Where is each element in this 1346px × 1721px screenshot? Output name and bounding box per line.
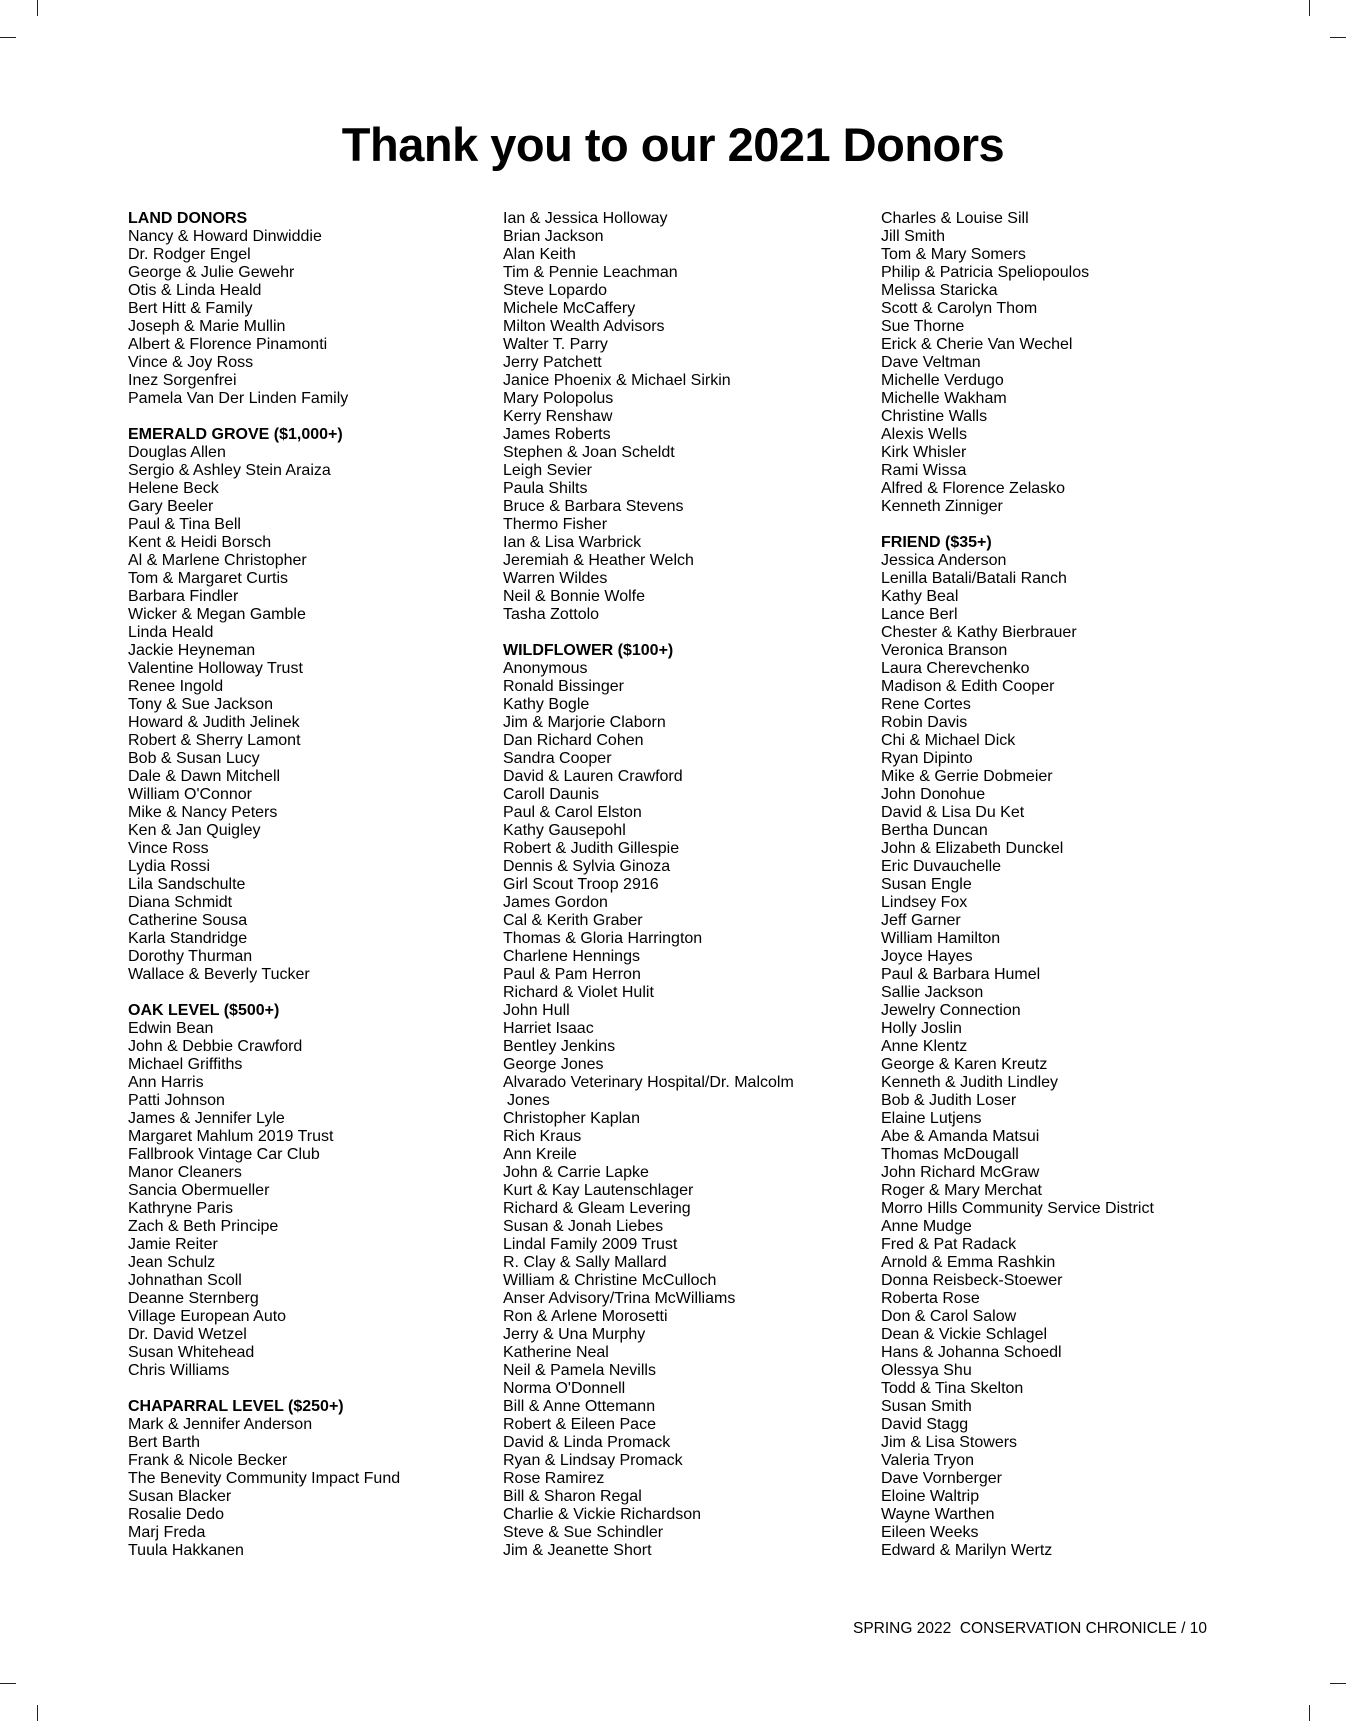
donor-name: Harriet Isaac xyxy=(503,1020,594,1037)
donor-name: Abe & Amanda Matsui xyxy=(881,1128,1040,1145)
donor-name: Christine Walls xyxy=(881,408,988,425)
donor-name: Eric Duvauchelle xyxy=(881,858,1002,875)
donor-name: Kathryne Paris xyxy=(128,1200,233,1217)
donor-name: Dr. David Wetzel xyxy=(128,1326,247,1343)
donor-name: Vince & Joy Ross xyxy=(128,354,254,371)
donor-name: Gary Beeler xyxy=(128,498,214,515)
donor-section xyxy=(128,1398,478,1560)
donor-name: Richard & Gleam Levering xyxy=(503,1200,691,1217)
donor-name: Thomas McDougall xyxy=(881,1146,1019,1163)
donor-name: Fred & Pat Radack xyxy=(881,1236,1017,1253)
donor-name: Paul & Pam Herron xyxy=(503,966,641,983)
donor-name: Steve Lopardo xyxy=(503,282,608,299)
donor-name: Arnold & Emma Rashkin xyxy=(881,1254,1056,1271)
donor-name: Jill Smith xyxy=(881,228,946,245)
donor-name: Manor Cleaners xyxy=(128,1164,242,1181)
donor-name: Jackie Heyneman xyxy=(128,642,256,659)
donor-name: William O'Connor xyxy=(128,786,252,803)
donor-name: Michele McCaffery xyxy=(503,300,636,317)
donor-name: Susan Smith xyxy=(881,1398,972,1415)
section-heading: EMERALD GROVE ($1,000+) xyxy=(128,426,343,443)
donor-name: James & Jennifer Lyle xyxy=(128,1110,285,1127)
donor-name: R. Clay & Sally Mallard xyxy=(503,1254,667,1271)
donor-name: Norma O'Donnell xyxy=(503,1380,626,1397)
donor-name: Paul & Carol Elston xyxy=(503,804,642,821)
donor-name: Madison & Edith Cooper xyxy=(881,678,1055,695)
donor-name: Lance Berl xyxy=(881,606,958,623)
donor-name: David & Linda Promack xyxy=(503,1434,671,1451)
donor-name: Eileen Weeks xyxy=(881,1524,979,1541)
donor-name: Bill & Anne Ottemann xyxy=(503,1398,656,1415)
donor-name: Rich Kraus xyxy=(503,1128,582,1145)
donor-name: Jerry & Una Murphy xyxy=(503,1326,646,1343)
donor-name: Jim & Jeanette Short xyxy=(503,1542,652,1559)
donor-name: Dennis & Sylvia Ginoza xyxy=(503,858,671,875)
donor-name: Lenilla Batali/Batali Ranch xyxy=(881,570,1067,587)
donor-name: Tasha Zottolo xyxy=(503,606,600,623)
donor-name: Robert & Sherry Lamont xyxy=(128,732,301,749)
donor-name: Kathy Gausepohl xyxy=(503,822,626,839)
donor-name: Kathy Bogle xyxy=(503,696,590,713)
donor-name: Tom & Margaret Curtis xyxy=(128,570,289,587)
donor-name: Ian & Jessica Holloway xyxy=(503,210,668,227)
donor-name: Thomas & Gloria Harrington xyxy=(503,930,703,947)
donor-name: Al & Marlene Christopher xyxy=(128,552,307,569)
donor-name: William & Christine McCulloch xyxy=(503,1272,717,1289)
donor-name: Jeremiah & Heather Welch xyxy=(503,552,694,569)
donor-section xyxy=(881,534,1241,1560)
donor-name: Ann Harris xyxy=(128,1074,204,1091)
donor-name: Howard & Judith Jelinek xyxy=(128,714,300,731)
crop-mark xyxy=(1309,0,1310,16)
donor-name: Edward & Marilyn Wertz xyxy=(881,1542,1053,1559)
donor-name: Chris Williams xyxy=(128,1362,230,1379)
donor-name: Don & Carol Salow xyxy=(881,1308,1017,1325)
donor-name: Veronica Branson xyxy=(881,642,1008,659)
donor-name: Anne Mudge xyxy=(881,1218,972,1235)
donor-name: David & Lisa Du Ket xyxy=(881,804,1025,821)
donor-name: Christopher Kaplan xyxy=(503,1110,640,1127)
donor-name: Vince Ross xyxy=(128,840,209,857)
donor-name: Wicker & Megan Gamble xyxy=(128,606,306,623)
donor-name: Jerry Patchett xyxy=(503,354,602,371)
donor-name: James Roberts xyxy=(503,426,611,443)
donor-name: Walter T. Parry xyxy=(503,336,608,353)
donor-name: Charlene Hennings xyxy=(503,948,640,965)
donor-name: Barbara Findler xyxy=(128,588,239,605)
donor-name: Valentine Holloway Trust xyxy=(128,660,303,677)
donor-name: Alfred & Florence Zelasko xyxy=(881,480,1066,497)
donor-name: Tom & Mary Somers xyxy=(881,246,1026,263)
donor-name: Michelle Verdugo xyxy=(881,372,1004,389)
donor-name: Todd & Tina Skelton xyxy=(881,1380,1024,1397)
donor-name: Robert & Judith Gillespie xyxy=(503,840,680,857)
donor-name: Anser Advisory/Trina McWilliams xyxy=(503,1290,736,1307)
donor-name: John & Carrie Lapke xyxy=(503,1164,649,1181)
crop-mark xyxy=(1330,1683,1346,1684)
donor-name: Melissa Staricka xyxy=(881,282,998,299)
donor-name: John & Debbie Crawford xyxy=(128,1038,303,1055)
donor-name: Alvarado Veterinary Hospital/Dr. Malcolm xyxy=(503,1074,794,1091)
donor-name: Albert & Florence Pinamonti xyxy=(128,336,328,353)
donor-name: Margaret Mahlum 2019 Trust xyxy=(128,1128,334,1145)
donor-name: Sallie Jackson xyxy=(881,984,984,1001)
donor-name: Jones xyxy=(507,1092,550,1109)
section-heading: LAND DONORS xyxy=(128,210,248,227)
donor-name: Jean Schulz xyxy=(128,1254,216,1271)
donor-name: Susan Engle xyxy=(881,876,972,893)
donor-name: Milton Wealth Advisors xyxy=(503,318,665,335)
donor-name: Sergio & Ashley Stein Araiza xyxy=(128,462,331,479)
donor-name: Paul & Tina Bell xyxy=(128,516,241,533)
crop-mark xyxy=(37,0,38,16)
donor-name: Katherine Neal xyxy=(503,1344,609,1361)
donor-name: Joyce Hayes xyxy=(881,948,973,965)
page-footer: SPRING 2022 CONSERVATION CHRONICLE / 10 xyxy=(853,1620,1208,1637)
donor-section xyxy=(503,210,863,624)
donor-name: Dan Richard Cohen xyxy=(503,732,644,749)
donor-column-1 xyxy=(128,210,478,1578)
donor-name: Rami Wissa xyxy=(881,462,967,479)
donor-name: Paul & Barbara Humel xyxy=(881,966,1041,983)
donor-name: Dorothy Thurman xyxy=(128,948,253,965)
donor-name: Nancy & Howard Dinwiddie xyxy=(128,228,322,245)
donor-name: Hans & Johanna Schoedl xyxy=(881,1344,1062,1361)
donor-name: Bentley Jenkins xyxy=(503,1038,616,1055)
donor-section xyxy=(128,210,478,408)
donor-column-2 xyxy=(503,210,863,1578)
donor-name: Susan & Jonah Liebes xyxy=(503,1218,664,1235)
donor-name: Tony & Sue Jackson xyxy=(128,696,273,713)
donor-name: Holly Joslin xyxy=(881,1020,962,1037)
donor-name: Otis & Linda Heald xyxy=(128,282,262,299)
donor-name: George Jones xyxy=(503,1056,604,1073)
donor-name: Ian & Lisa Warbrick xyxy=(503,534,642,551)
donor-name: Rosalie Dedo xyxy=(128,1506,225,1523)
donor-name: Alexis Wells xyxy=(881,426,967,443)
donor-name: Roberta Rose xyxy=(881,1290,980,1307)
section-heading: CHAPARRAL LEVEL ($250+) xyxy=(128,1398,344,1415)
donor-name: Patti Johnson xyxy=(128,1092,225,1109)
donor-name: Erick & Cherie Van Wechel xyxy=(881,336,1073,353)
donor-name: Jamie Reiter xyxy=(128,1236,218,1253)
donor-name: Bert Hitt & Family xyxy=(128,300,253,317)
section-heading: FRIEND ($35+) xyxy=(881,534,992,551)
donor-name: Chester & Kathy Bierbrauer xyxy=(881,624,1077,641)
section-heading: OAK LEVEL ($500+) xyxy=(128,1002,280,1019)
donor-name: Deanne Sternberg xyxy=(128,1290,259,1307)
donor-name: Ryan Dipinto xyxy=(881,750,973,767)
donor-name: Helene Beck xyxy=(128,480,219,497)
donor-name: Jessica Anderson xyxy=(881,552,1007,569)
donor-section xyxy=(881,210,1241,516)
donor-name: Kirk Whisler xyxy=(881,444,967,461)
donor-name: Bert Barth xyxy=(128,1434,201,1451)
donor-name: Girl Scout Troop 2916 xyxy=(503,876,659,893)
donor-name: Linda Heald xyxy=(128,624,214,641)
donor-name: Paula Shilts xyxy=(503,480,588,497)
donor-name: Kent & Heidi Borsch xyxy=(128,534,272,551)
donor-name: Sandra Cooper xyxy=(503,750,612,767)
crop-mark xyxy=(0,1683,16,1684)
donor-name: Bruce & Barbara Stevens xyxy=(503,498,684,515)
donor-name: Philip & Patricia Speliopoulos xyxy=(881,264,1090,281)
crop-mark xyxy=(37,1705,38,1721)
donor-name: Dale & Dawn Mitchell xyxy=(128,768,281,785)
donor-name: Pamela Van Der Linden Family xyxy=(128,390,349,407)
donor-name: Ryan & Lindsay Promack xyxy=(503,1452,683,1469)
donor-name: Inez Sorgenfrei xyxy=(128,372,237,389)
donor-name: Wayne Warthen xyxy=(881,1506,995,1523)
donor-name: Leigh Sevier xyxy=(503,462,592,479)
donor-name: Sue Thorne xyxy=(881,318,965,335)
donor-name: Village European Auto xyxy=(128,1308,287,1325)
donor-name: Robin Davis xyxy=(881,714,968,731)
donor-name: Anne Klentz xyxy=(881,1038,968,1055)
donor-name: Mike & Nancy Peters xyxy=(128,804,278,821)
section-heading: WILDFLOWER ($100+) xyxy=(503,642,674,659)
donor-column-3 xyxy=(881,210,1241,1578)
donor-name: Ron & Arlene Morosetti xyxy=(503,1308,668,1325)
donor-name: Stephen & Joan Scheldt xyxy=(503,444,675,461)
donor-name: Ann Kreile xyxy=(503,1146,577,1163)
donor-name: John & Elizabeth Dunckel xyxy=(881,840,1064,857)
donor-name: Brian Jackson xyxy=(503,228,604,245)
donor-name: Kathy Beal xyxy=(881,588,959,605)
crop-mark xyxy=(1330,37,1346,38)
donor-name: Dr. Rodger Engel xyxy=(128,246,251,263)
donor-name: Morro Hills Community Service District xyxy=(881,1200,1154,1217)
donor-name: Johnathan Scoll xyxy=(128,1272,242,1289)
donor-name: Scott & Carolyn Thom xyxy=(881,300,1038,317)
donor-name: Bertha Duncan xyxy=(881,822,988,839)
donor-name: Douglas Allen xyxy=(128,444,226,461)
donor-name: Roger & Mary Merchat xyxy=(881,1182,1042,1199)
donor-name: Diana Schmidt xyxy=(128,894,233,911)
donor-name: Frank & Nicole Becker xyxy=(128,1452,288,1469)
donor-name: Robert & Eileen Pace xyxy=(503,1416,656,1433)
donor-name: Cal & Kerith Graber xyxy=(503,912,643,929)
donor-name: Sancia Obermueller xyxy=(128,1182,270,1199)
donor-name: Rose Ramirez xyxy=(503,1470,605,1487)
donor-name: Kurt & Kay Lautenschlager xyxy=(503,1182,694,1199)
donor-name: Neil & Bonnie Wolfe xyxy=(503,588,645,605)
donor-name: John Donohue xyxy=(881,786,986,803)
donor-name: Chi & Michael Dick xyxy=(881,732,1016,749)
donor-name: Mary Polopolus xyxy=(503,390,614,407)
donor-name: Kenneth Zinniger xyxy=(881,498,1003,515)
donor-name: Tuula Hakkanen xyxy=(128,1542,244,1559)
donor-name: Jeff Garner xyxy=(881,912,961,929)
donor-name: Joseph & Marie Mullin xyxy=(128,318,286,335)
donor-name: George & Julie Gewehr xyxy=(128,264,295,281)
donor-name: David Stagg xyxy=(881,1416,969,1433)
donor-name: Charlie & Vickie Richardson xyxy=(503,1506,702,1523)
donor-name: Jewelry Connection xyxy=(881,1002,1021,1019)
donor-name: Caroll Daunis xyxy=(503,786,600,803)
donor-name: Lydia Rossi xyxy=(128,858,211,875)
donor-name: Tim & Pennie Leachman xyxy=(503,264,678,281)
donor-name: Dave Vornberger xyxy=(881,1470,1002,1487)
donor-name: Renee Ingold xyxy=(128,678,224,695)
page-title: Thank you to our 2021 Donors xyxy=(341,118,1005,171)
donor-name: Ken & Jan Quigley xyxy=(128,822,261,839)
donor-name: William Hamilton xyxy=(881,930,1001,947)
donor-name: David & Lauren Crawford xyxy=(503,768,683,785)
donor-section xyxy=(128,1002,478,1380)
donor-name: Ronald Bissinger xyxy=(503,678,624,695)
crop-mark xyxy=(1309,1705,1310,1721)
donor-name: Bob & Susan Lucy xyxy=(128,750,260,767)
donor-name: Alan Keith xyxy=(503,246,576,263)
donor-name: Mark & Jennifer Anderson xyxy=(128,1416,313,1433)
crop-mark xyxy=(0,37,16,38)
donor-name: Jim & Marjorie Claborn xyxy=(503,714,666,731)
donor-name: Fallbrook Vintage Car Club xyxy=(128,1146,320,1163)
donor-name: Olessya Shu xyxy=(881,1362,972,1379)
donor-name: Valeria Tryon xyxy=(881,1452,975,1469)
donor-name: Kenneth & Judith Lindley xyxy=(881,1074,1059,1091)
donor-name: Kerry Renshaw xyxy=(503,408,613,425)
donor-name: James Gordon xyxy=(503,894,608,911)
donor-name: Neil & Pamela Nevills xyxy=(503,1362,656,1379)
donor-name: Mike & Gerrie Dobmeier xyxy=(881,768,1053,785)
donor-name: The Benevity Community Impact Fund xyxy=(128,1470,401,1487)
donor-name: Lila Sandschulte xyxy=(128,876,246,893)
donor-name: Michael Griffiths xyxy=(128,1056,243,1073)
donor-name: Zach & Beth Principe xyxy=(128,1218,279,1235)
donor-name: Eloine Waltrip xyxy=(881,1488,980,1505)
donor-name: Richard & Violet Hulit xyxy=(503,984,654,1001)
donor-section xyxy=(128,426,478,984)
donor-name: Elaine Lutjens xyxy=(881,1110,982,1127)
donor-name: Susan Whitehead xyxy=(128,1344,255,1361)
donor-name: Bill & Sharon Regal xyxy=(503,1488,642,1505)
donor-name: Laura Cherevchenko xyxy=(881,660,1030,677)
donor-name: Jim & Lisa Stowers xyxy=(881,1434,1018,1451)
donor-name: John Hull xyxy=(503,1002,570,1019)
donor-name: Catherine Sousa xyxy=(128,912,248,929)
donor-name: Lindal Family 2009 Trust xyxy=(503,1236,678,1253)
donor-name: Thermo Fisher xyxy=(503,516,608,533)
donor-name: Rene Cortes xyxy=(881,696,971,713)
donor-name: Donna Reisbeck-Stoewer xyxy=(881,1272,1063,1289)
donor-name: Michelle Wakham xyxy=(881,390,1007,407)
donor-name: Karla Standridge xyxy=(128,930,248,947)
donor-name: Charles & Louise Sill xyxy=(881,210,1029,227)
donor-name: Dean & Vickie Schlagel xyxy=(881,1326,1048,1343)
donor-name: George & Karen Kreutz xyxy=(881,1056,1048,1073)
donor-name: Edwin Bean xyxy=(128,1020,214,1037)
donor-name: Susan Blacker xyxy=(128,1488,232,1505)
donor-name: Dave Veltman xyxy=(881,354,981,371)
donor-section xyxy=(503,642,863,1560)
donor-name: Janice Phoenix & Michael Sirkin xyxy=(503,372,731,389)
donor-name: Marj Freda xyxy=(128,1524,206,1541)
donor-name: Steve & Sue Schindler xyxy=(503,1524,664,1541)
donor-name: Anonymous xyxy=(503,660,588,677)
donor-name: Lindsey Fox xyxy=(881,894,968,911)
donor-name: Bob & Judith Loser xyxy=(881,1092,1017,1109)
donor-name: Warren Wildes xyxy=(503,570,608,587)
donor-name: John Richard McGraw xyxy=(881,1164,1040,1181)
donor-name: Wallace & Beverly Tucker xyxy=(128,966,310,983)
